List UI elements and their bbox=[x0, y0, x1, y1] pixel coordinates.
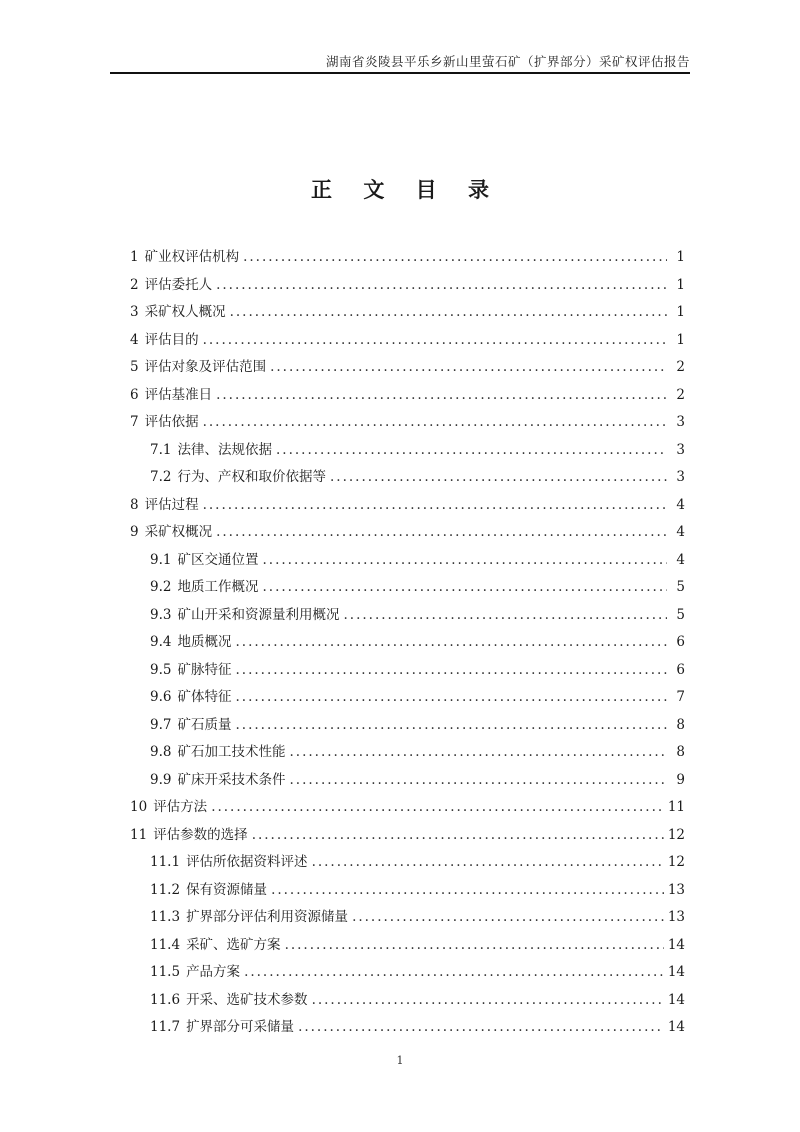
dot-leader bbox=[216, 382, 667, 410]
dot-leader bbox=[230, 299, 667, 327]
dot-leader bbox=[211, 794, 664, 822]
toc-entry-title bbox=[150, 959, 240, 987]
dot-leader bbox=[216, 519, 667, 547]
running-header: 湖南省炎陵县平乐乡新山里萤石矿（扩界部分）采矿权评估报告 bbox=[325, 54, 690, 69]
toc-entry-title bbox=[150, 712, 231, 740]
toc-entry-label: 矿体特征 bbox=[177, 689, 232, 705]
header-rule bbox=[110, 72, 690, 74]
toc-entry-number: 3 bbox=[130, 304, 139, 320]
toc-entry[interactable] bbox=[130, 767, 685, 795]
toc-page-number: 12 bbox=[667, 826, 685, 843]
dot-leader bbox=[312, 849, 664, 877]
toc-entry-number: 1 bbox=[130, 249, 139, 265]
toc-page-number: 4 bbox=[676, 551, 685, 568]
toc-entry-title bbox=[150, 767, 285, 795]
toc-entry-title bbox=[130, 409, 199, 437]
toc-entry-number: 11.7 bbox=[150, 1019, 181, 1035]
toc-entry-number: 2 bbox=[130, 276, 139, 293]
toc-entry-title bbox=[150, 547, 258, 575]
toc-page-number: 6 bbox=[676, 634, 685, 650]
toc-entry-title bbox=[150, 1014, 294, 1042]
toc-page-number: 2 bbox=[676, 359, 685, 375]
toc-page-number: 3 bbox=[676, 469, 685, 485]
toc-entry-number: 8 bbox=[130, 496, 139, 513]
toc-entry-label: 评估过程 bbox=[144, 496, 199, 513]
toc-entry-label: 保有资源储量 bbox=[186, 881, 268, 898]
toc-entry-number: 11.1 bbox=[150, 854, 181, 870]
toc-entry-title bbox=[150, 684, 231, 712]
toc-entry[interactable] bbox=[130, 629, 685, 657]
toc-entry-label: 矿石质量 bbox=[177, 716, 232, 733]
toc-entry[interactable] bbox=[130, 464, 685, 492]
toc-entry[interactable] bbox=[130, 437, 685, 465]
toc-entry-title bbox=[130, 794, 207, 822]
toc-entry-number: 9.1 bbox=[150, 551, 172, 568]
dot-leader bbox=[271, 877, 664, 905]
toc-entry-number: 9.3 bbox=[150, 606, 172, 623]
toc-page-number: 6 bbox=[676, 661, 685, 678]
toc-entry[interactable] bbox=[130, 877, 685, 905]
dot-leader bbox=[235, 657, 667, 685]
dot-leader bbox=[289, 739, 667, 767]
toc-entry-label: 地质概况 bbox=[177, 634, 232, 650]
toc-entry-label: 扩界部分评估利用资源储量 bbox=[186, 909, 349, 925]
toc-entry-number: 9.6 bbox=[150, 689, 172, 705]
toc-page-number: 13 bbox=[667, 909, 685, 925]
toc-page-number: 5 bbox=[676, 606, 685, 623]
toc-page-number: 8 bbox=[676, 744, 685, 760]
toc-entry-label: 评估对象及评估范围 bbox=[144, 359, 267, 375]
toc-entry-title bbox=[150, 574, 258, 602]
toc-entry-label: 评估目的 bbox=[144, 331, 199, 348]
toc-entry[interactable] bbox=[130, 657, 685, 685]
toc-entry-number: 11 bbox=[130, 826, 148, 843]
toc-entry[interactable] bbox=[130, 299, 685, 327]
toc-entry-label: 矿山开采和资源量利用概况 bbox=[177, 606, 340, 623]
toc-entry-label: 矿床开采技术条件 bbox=[177, 771, 286, 788]
toc-entry[interactable] bbox=[130, 602, 685, 630]
dot-leader bbox=[203, 327, 667, 355]
toc-entry-title bbox=[130, 299, 226, 327]
toc-entry-label: 矿区交通位置 bbox=[177, 551, 259, 568]
toc-entry[interactable] bbox=[130, 932, 685, 960]
toc-entry-number: 9.7 bbox=[150, 716, 172, 733]
toc-page-number: 2 bbox=[676, 386, 685, 403]
toc-entry-title bbox=[130, 327, 199, 355]
toc-page-number: 1 bbox=[676, 249, 685, 265]
toc-entry[interactable] bbox=[130, 409, 685, 437]
toc-page-number: 5 bbox=[676, 579, 685, 595]
toc-entry-title bbox=[150, 932, 281, 960]
toc-page-number: 1 bbox=[676, 276, 685, 293]
toc-entry[interactable] bbox=[130, 354, 685, 382]
dot-leader bbox=[216, 272, 667, 300]
toc-entry-title bbox=[130, 382, 212, 410]
page-title: 正 文 目 录 bbox=[311, 177, 501, 202]
toc-entry[interactable] bbox=[130, 1014, 685, 1042]
toc-entry[interactable] bbox=[130, 822, 685, 850]
dot-leader bbox=[262, 574, 667, 602]
dot-leader bbox=[244, 959, 664, 987]
toc-entry-title bbox=[150, 849, 308, 877]
toc-entry-number: 6 bbox=[130, 386, 139, 403]
toc-entry-title bbox=[130, 822, 248, 850]
toc-entry-title bbox=[130, 272, 212, 300]
toc-entry[interactable] bbox=[130, 794, 685, 822]
toc-entry-title bbox=[150, 739, 285, 767]
toc-page-number: 12 bbox=[667, 854, 685, 870]
dot-leader bbox=[235, 712, 667, 740]
toc-entry[interactable] bbox=[130, 547, 685, 575]
toc-page-number: 14 bbox=[667, 964, 685, 980]
toc-entry-number: 9 bbox=[130, 524, 139, 540]
toc-entry-number: 11.6 bbox=[150, 991, 181, 1008]
toc-entry[interactable] bbox=[130, 739, 685, 767]
toc-entry-number: 11.4 bbox=[150, 936, 181, 953]
toc-entry-number: 9.4 bbox=[150, 634, 172, 650]
toc-entry-title bbox=[150, 877, 267, 905]
toc-page-number: 3 bbox=[676, 441, 685, 458]
dot-leader bbox=[289, 767, 667, 795]
toc-entry[interactable] bbox=[130, 382, 685, 410]
dot-leader bbox=[330, 464, 667, 492]
toc-entry-number: 4 bbox=[130, 331, 139, 348]
toc-entry-label: 开采、选矿技术参数 bbox=[186, 991, 308, 1008]
toc-page-number: 3 bbox=[676, 414, 685, 430]
toc-entry-number: 11.3 bbox=[150, 909, 181, 925]
dot-leader bbox=[235, 684, 667, 712]
dot-leader bbox=[252, 822, 664, 850]
toc-entry-label: 评估方法 bbox=[153, 799, 208, 815]
toc-entry[interactable] bbox=[130, 492, 685, 520]
toc-page-number: 1 bbox=[676, 331, 685, 348]
dot-leader bbox=[298, 1014, 664, 1042]
toc-entry-number: 10 bbox=[130, 799, 148, 815]
toc-entry-title bbox=[130, 354, 266, 382]
dot-leader bbox=[285, 932, 664, 960]
toc-entry-label: 扩界部分可采储量 bbox=[186, 1019, 295, 1035]
toc-entry-label: 法律、法规依据 bbox=[177, 441, 272, 458]
toc-entry-title bbox=[130, 519, 212, 547]
toc-entry-number: 9.8 bbox=[150, 744, 172, 760]
toc-entry[interactable] bbox=[130, 327, 685, 355]
toc-entry-number: 7.2 bbox=[150, 469, 172, 485]
toc-entry-title bbox=[150, 437, 272, 465]
toc-entry-title bbox=[150, 987, 308, 1015]
toc-entry-number: 9.9 bbox=[150, 771, 172, 788]
table-of-contents bbox=[130, 244, 685, 1042]
dot-leader bbox=[270, 354, 667, 382]
dot-leader bbox=[312, 987, 664, 1015]
toc-entry-label: 评估依据 bbox=[144, 414, 199, 430]
toc-entry[interactable] bbox=[130, 519, 685, 547]
toc-entry-label: 矿石加工技术性能 bbox=[177, 744, 286, 760]
toc-page-number: 14 bbox=[667, 991, 685, 1008]
toc-entry[interactable] bbox=[130, 849, 685, 877]
toc-entry-label: 矿业权评估机构 bbox=[144, 249, 240, 265]
toc-entry-title bbox=[150, 657, 231, 685]
dot-leader bbox=[276, 437, 667, 465]
toc-page-number: 11 bbox=[667, 799, 685, 815]
dot-leader bbox=[203, 492, 667, 520]
toc-entry[interactable] bbox=[130, 712, 685, 740]
toc-page-number: 9 bbox=[676, 771, 685, 788]
toc-entry-number: 7.1 bbox=[150, 441, 172, 458]
toc-page-number: 13 bbox=[667, 881, 685, 898]
toc-page-number: 1 bbox=[676, 304, 685, 320]
toc-entry-title bbox=[150, 904, 348, 932]
toc-page-number: 4 bbox=[676, 524, 685, 540]
toc-entry[interactable] bbox=[130, 904, 685, 932]
dot-leader bbox=[235, 629, 667, 657]
page-number: 1 bbox=[396, 1054, 404, 1067]
toc-entry[interactable] bbox=[130, 684, 685, 712]
toc-entry-label: 行为、产权和取价依据等 bbox=[177, 469, 326, 485]
toc-entry-number: 9.2 bbox=[150, 579, 172, 595]
toc-entry[interactable] bbox=[130, 574, 685, 602]
toc-entry-label: 评估委托人 bbox=[144, 276, 213, 293]
toc-entry[interactable] bbox=[130, 959, 685, 987]
toc-entry-number: 9.5 bbox=[150, 661, 172, 678]
toc-page-number: 14 bbox=[667, 1019, 685, 1035]
toc-entry-number: 11.5 bbox=[150, 964, 181, 980]
toc-page-number: 8 bbox=[676, 716, 685, 733]
toc-entry-label: 评估所依据资料评述 bbox=[186, 854, 308, 870]
toc-entry-label: 矿脉特征 bbox=[177, 661, 232, 678]
toc-entry[interactable] bbox=[130, 244, 685, 272]
toc-entry-title bbox=[130, 244, 239, 272]
toc-entry-title bbox=[150, 464, 326, 492]
toc-entry-label: 评估基准日 bbox=[144, 386, 213, 403]
dot-leader bbox=[203, 409, 667, 437]
toc-entry-label: 采矿、选矿方案 bbox=[186, 936, 281, 953]
toc-entry-label: 采矿权概况 bbox=[144, 524, 213, 540]
dot-leader bbox=[262, 547, 667, 575]
toc-entry-label: 产品方案 bbox=[186, 964, 241, 980]
dot-leader bbox=[243, 244, 667, 272]
toc-entry[interactable] bbox=[130, 987, 685, 1015]
toc-entry-title bbox=[150, 602, 339, 630]
toc-entry[interactable] bbox=[130, 272, 685, 300]
toc-entry-label: 采矿权人概况 bbox=[144, 304, 226, 320]
toc-page-number: 4 bbox=[676, 496, 685, 513]
toc-entry-title bbox=[130, 492, 199, 520]
toc-entry-title bbox=[150, 629, 231, 657]
dot-leader bbox=[352, 904, 664, 932]
toc-entry-number: 11.2 bbox=[150, 881, 181, 898]
toc-entry-label: 评估参数的选择 bbox=[153, 826, 248, 843]
toc-entry-label: 地质工作概况 bbox=[177, 579, 259, 595]
toc-page-number: 14 bbox=[667, 936, 685, 953]
toc-entry-number: 7 bbox=[130, 414, 139, 430]
toc-page-number: 7 bbox=[676, 689, 685, 705]
toc-entry-number: 5 bbox=[130, 359, 139, 375]
dot-leader bbox=[343, 602, 667, 630]
